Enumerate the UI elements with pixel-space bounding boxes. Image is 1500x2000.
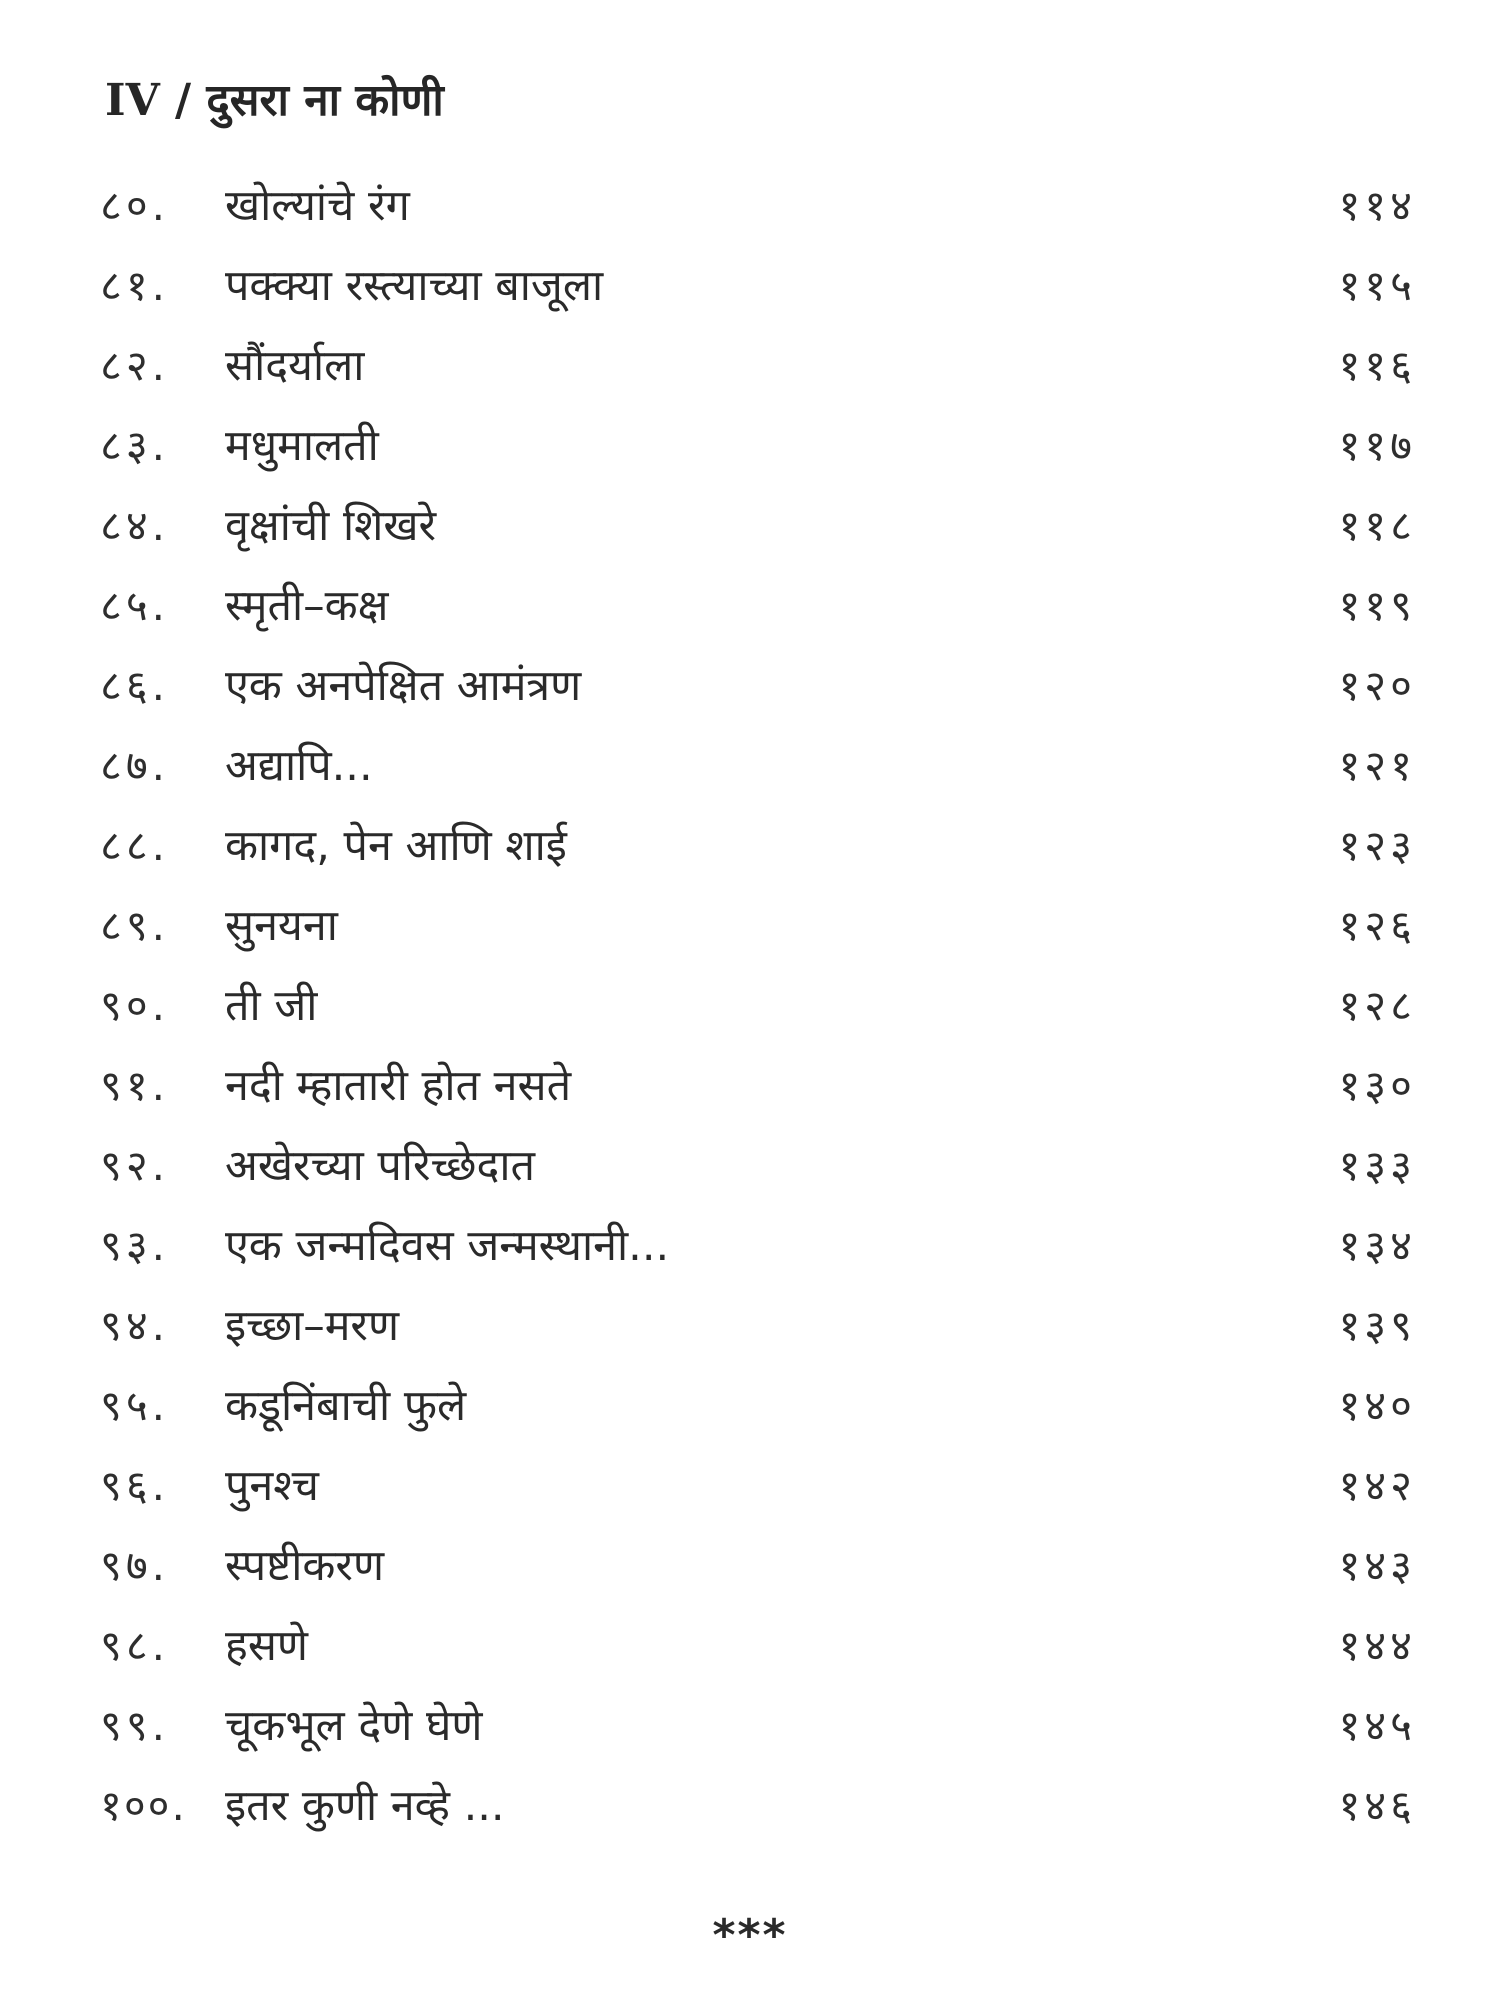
entry-title: अखेरच्या परिच्छेदात: [225, 1141, 535, 1191]
entry-number: ८७.: [100, 741, 170, 790]
entry-title: वृक्षांची शिखरे: [225, 501, 437, 551]
entry-number: ८२.: [100, 341, 170, 390]
entry-page-number: १४०: [1338, 1381, 1416, 1430]
toc-entry: [0, 1450, 1500, 1522]
toc-entry: [0, 730, 1500, 802]
entry-number: ८०.: [100, 181, 170, 230]
entry-number: ८५.: [100, 581, 170, 630]
entry-title: पक्क्या रस्त्याच्या बाजूला: [225, 261, 604, 311]
entry-page-number: ११९: [1338, 581, 1416, 630]
toc-entry: [0, 1770, 1500, 1842]
entry-page-number: ११५: [1338, 261, 1416, 310]
entry-number: १००.: [100, 1781, 187, 1830]
end-ornament: ***: [712, 1910, 788, 1961]
entry-title: स्पष्टीकरण: [225, 1541, 385, 1591]
toc-entry: [0, 250, 1500, 322]
toc-entry: [0, 490, 1500, 562]
toc-entry: [0, 1050, 1500, 1122]
toc-entry: [0, 570, 1500, 642]
toc-entry: [0, 330, 1500, 402]
entry-page-number: १४२: [1338, 1461, 1416, 1510]
toc-entry: [0, 970, 1500, 1042]
entry-title: चूकभूल देणे घेणे: [225, 1701, 483, 1751]
entry-number: ८८.: [100, 821, 170, 870]
entry-title: मधुमालती: [225, 421, 379, 471]
toc-entry: [0, 170, 1500, 242]
entry-title: एक अनपेक्षित आमंत्रण: [225, 661, 582, 711]
entry-number: ८६.: [100, 661, 170, 710]
entry-title: इच्छा–मरण: [225, 1301, 400, 1351]
toc-entry: [0, 650, 1500, 722]
entry-number: ८९.: [100, 901, 170, 950]
entry-page-number: १२३: [1338, 821, 1416, 870]
entry-number: ८३.: [100, 421, 170, 470]
entry-page-number: १४६: [1338, 1781, 1416, 1830]
entry-page-number: १३०: [1338, 1061, 1416, 1110]
entry-title: ती जी: [225, 981, 318, 1031]
entry-number: ९५.: [100, 1381, 170, 1430]
entry-page-number: १२०: [1338, 661, 1416, 710]
entry-number: ९९.: [100, 1701, 170, 1750]
entry-page-number: ११८: [1338, 501, 1416, 550]
toc-entry: [0, 1610, 1500, 1682]
entry-title: पुनश्च: [225, 1461, 319, 1511]
entry-page-number: १४५: [1338, 1701, 1416, 1750]
entry-page-number: १४३: [1338, 1541, 1416, 1590]
entry-title: इतर कुणी नव्हे ...: [225, 1781, 505, 1831]
toc-entry: [0, 810, 1500, 882]
entry-number: ९७.: [100, 1541, 170, 1590]
entry-number: ८४.: [100, 501, 170, 550]
entry-number: ९६.: [100, 1461, 170, 1510]
entry-page-number: १३४: [1338, 1221, 1416, 1270]
toc-entry: [0, 1130, 1500, 1202]
entry-title: नदी म्हातारी होत नसते: [225, 1061, 572, 1111]
entry-number: ९१.: [100, 1061, 170, 1110]
entry-number: ९३.: [100, 1221, 170, 1270]
entry-page-number: १२८: [1338, 981, 1416, 1030]
entry-page-number: १२६: [1338, 901, 1416, 950]
toc-entry: [0, 1290, 1500, 1362]
entry-page-number: ११४: [1338, 181, 1416, 230]
entry-number: ९२.: [100, 1141, 170, 1190]
entry-number: ९४.: [100, 1301, 170, 1350]
section-heading: IV / दुसरा ना कोणी: [105, 75, 444, 126]
entry-page-number: १२१: [1338, 741, 1416, 790]
entry-title: अद्यापि...: [225, 741, 373, 791]
toc-entry: [0, 410, 1500, 482]
toc-entry: [0, 1210, 1500, 1282]
entry-title: खोल्यांचे रंग: [225, 181, 410, 231]
entry-title: हसणे: [225, 1621, 308, 1671]
toc-entry: [0, 890, 1500, 962]
toc-entry: [0, 1530, 1500, 1602]
entry-number: ९०.: [100, 981, 170, 1030]
entry-title: कडूनिंबाची फुले: [225, 1381, 467, 1431]
entry-page-number: ११७: [1338, 421, 1416, 470]
entry-title: सौंदर्याला: [225, 341, 365, 391]
entry-title: एक जन्मदिवस जन्मस्थानी...: [225, 1221, 670, 1271]
entry-title: कागद, पेन आणि शाई: [225, 821, 567, 871]
entry-number: ८१.: [100, 261, 170, 310]
entry-page-number: १३९: [1338, 1301, 1416, 1350]
toc-entry: [0, 1690, 1500, 1762]
entry-page-number: ११६: [1338, 341, 1416, 390]
entry-number: ९८.: [100, 1621, 170, 1670]
entry-title: सुनयना: [225, 901, 338, 951]
toc-entry: [0, 1370, 1500, 1442]
entry-page-number: १३३: [1338, 1141, 1416, 1190]
entry-page-number: १४४: [1338, 1621, 1416, 1670]
entry-title: स्मृती–कक्ष: [225, 581, 389, 631]
